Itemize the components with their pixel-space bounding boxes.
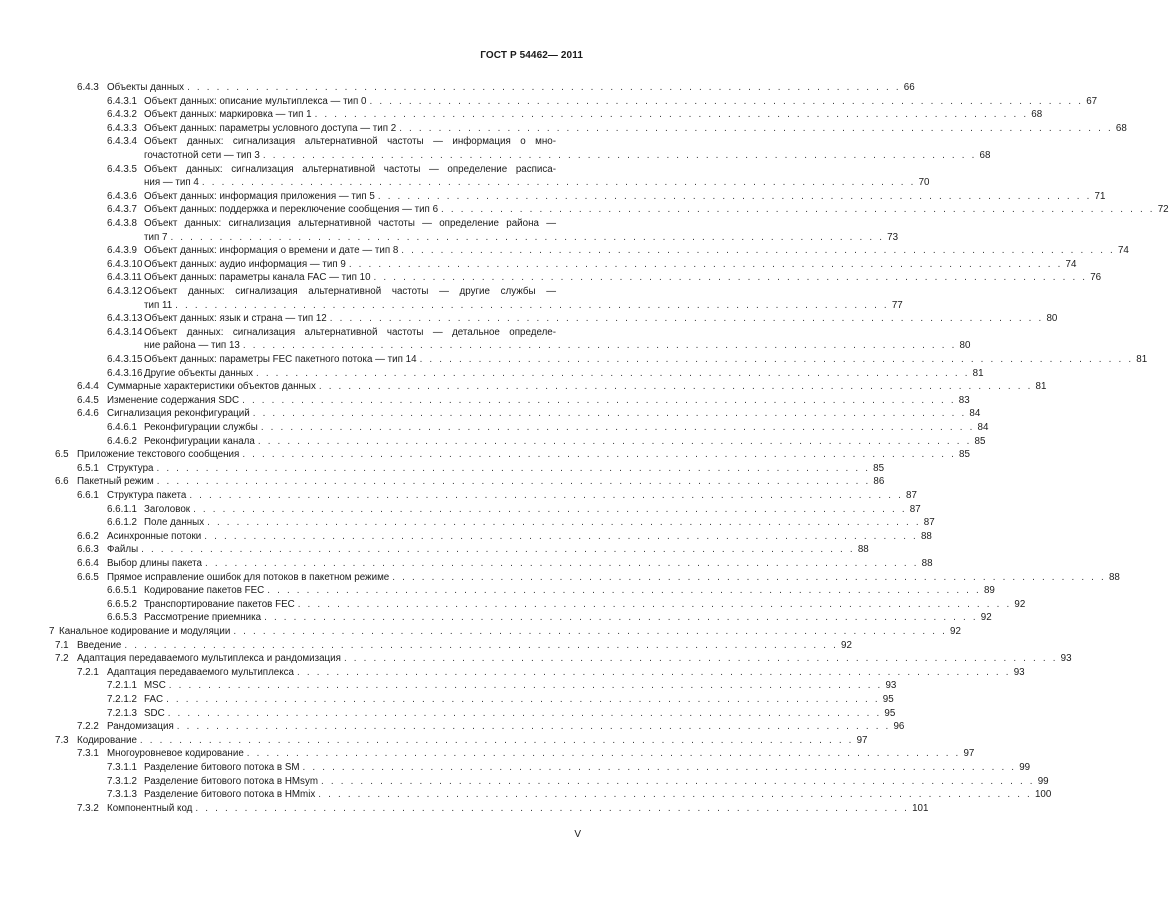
- dot-leader: . . . . . . . . . . . . . . . . . . . . . . . . . . . . . . . . . . . . . . . . . . . . . . . . . . . . . . . . . . . . . . . . . . . . . . . . .: [262, 149, 977, 161]
- toc-entry-title: Поле данных: [144, 517, 205, 529]
- dot-leader: . . . . . . . . . . . . . . . . . . . . . . . . . . . . . . . . . . . . . . . . . . . . . . . . . . . . . . . . . . . . . . . . . . . . . . . . .: [204, 530, 918, 542]
- toc-entry-title: Канальное кодирование и модуляции: [59, 626, 231, 637]
- toc-entry-number: 6.4.3.14: [107, 326, 143, 338]
- toc-entry-title: Объект данных: сигнализация альтернативной частоты — детальное определе-: [144, 326, 556, 338]
- toc-entry-title: Объект данных: информация о времени и дате — тип 8: [144, 245, 399, 257]
- toc-entry-title: Кодирование пакетов FEC: [144, 585, 265, 597]
- toc-entry-page: 92: [841, 639, 852, 651]
- toc-entry-title: MSC: [144, 680, 166, 692]
- dot-leader: . . . . . . . . . . . . . . . . . . . . . . . . . . . . . . . . . . . . . . . . . . . . . . . . . . . . . . . . . . . . . . . . . . . . . . . . .: [252, 408, 967, 420]
- dot-leader: . . . . . . . . . . . . . . . . . . . . . . . . . . . . . . . . . . . . . . . . . . . . . . . . . . . . . . . . . . . . . . . . . . . . . . . . .: [329, 313, 1044, 325]
- toc-entry-page: 76: [1090, 272, 1102, 284]
- toc-entry-number: 7.3.1.1: [107, 762, 137, 773]
- toc-entry-title: Объект данных: сигнализация альтернативной частоты — информация о мно-: [144, 136, 556, 148]
- toc-entry-page: 68: [979, 149, 991, 161]
- dot-leader: . . . . . . . . . . . . . . . . . . . . . . . . . . . . . . . . . . . . . . . . . . . . . . . . . . . . . . . . . . . . . . . . . . . . . . . . .: [201, 177, 916, 189]
- toc-entry-page: 93: [885, 680, 897, 692]
- toc-entry-number: 6.4.5: [77, 394, 99, 406]
- toc-entry-number: 6.4.6.2: [107, 435, 137, 447]
- dot-leader: . . . . . . . . . . . . . . . . . . . . . . . . . . . . . . . . . . . . . . . . . . . . . . . . . . . . . . . . . . . . . . . . . . . . . . . . .: [314, 109, 1029, 121]
- toc-entry-page: 92: [950, 626, 961, 637]
- dot-leader: . . . . . . . . . . . . . . . . . . . . . . . . . . . . . . . . . . . . . . . . . . . . . . . . . . . . . . . . . . . . . . . . . . . . . . . . .: [207, 517, 921, 529]
- dot-leader: . . . . . . . . . . . . . . . . . . . . . . . . . . . . . . . . . . . . . . . . . . . . . . . . . . . . . . . . . . . . . . . . . . . . . . . . .: [260, 422, 975, 433]
- toc-entry-page: 85: [873, 462, 885, 474]
- toc-entry-page: 81: [1136, 354, 1148, 365]
- dot-leader: . . . . . . . . . . . . . . . . . . . . . . . . . . . . . . . . . . . . . . . . . . . . . . . . . . . . . . . . . . . . . . . . . . . . . . . . .: [170, 231, 885, 243]
- toc-entry-title: Разделение битового потока в HMmix: [144, 789, 316, 801]
- toc-entry-page: 92: [1014, 598, 1026, 610]
- toc-entry-page: 70: [918, 177, 930, 189]
- toc-entry-title: Реконфигурации службы: [144, 422, 258, 433]
- toc-entry-number: 6.6.2: [77, 530, 99, 542]
- toc-entry-title: Заголовок: [144, 503, 191, 515]
- toc-entry-title-continuation: тип 11: [144, 299, 173, 311]
- dot-leader: . . . . . . . . . . . . . . . . . . . . . . . . . . . . . . . . . . . . . . . . . . . . . . . . . . . . . . . . . . . . . . . . . . . . . . . . .: [176, 721, 891, 733]
- toc-entry-title: Адаптация передаваемого мультиплекса: [107, 666, 295, 678]
- dot-leader: . . . . . . . . . . . . . . . . . . . . . . . . . . . . . . . . . . . . . . . . . . . . . . . . . . . . . . . . . . . . . . . . . . . . . . . . .: [343, 653, 1058, 665]
- toc-entry-title: Рассмотрение приемника: [144, 612, 262, 624]
- dot-leader: . . . . . . . . . . . . . . . . . . . . . . . . . . . . . . . . . . . . . . . . . . . . . . . . . . . . . . . . . . . . . . . . . . . . . . . . .: [141, 544, 855, 556]
- dot-leader: . . . . . . . . . . . . . . . . . . . . . . . . . . . . . . . . . . . . . . . . . . . . . . . . . . . . . . . . . . . . . . . . . . . . . . . . .: [175, 299, 889, 311]
- toc-entry-title-continuation: ния — тип 4: [144, 177, 199, 189]
- toc-entry-page: 81: [1035, 381, 1047, 393]
- toc-entry-title: Объект данных: информация приложения — тип 5: [144, 190, 375, 202]
- toc-entry-page: 95: [884, 707, 896, 719]
- toc-entry-page: 87: [909, 503, 921, 515]
- dot-leader: . . . . . . . . . . . . . . . . . . . . . . . . . . . . . . . . . . . . . . . . . . . . . . . . . . . . . . . . . . . . . . . . . . . . . . . . .: [233, 626, 948, 637]
- dot-leader: . . . . . . . . . . . . . . . . . . . . . . . . . . . . . . . . . . . . . . . . . . . . . . . . . . . . . . . . . . . . . . . . . . . . . . . . .: [167, 707, 882, 719]
- toc-entry-page: 99: [1019, 762, 1031, 773]
- toc-entry-page: 97: [963, 748, 975, 760]
- toc-entry-number: 6.4.3.1: [107, 95, 137, 107]
- toc-entry-title: Объект данных: маркировка — тип 1: [144, 109, 312, 121]
- toc-entry-page: 66: [903, 82, 915, 93]
- dot-leader: . . . . . . . . . . . . . . . . . . . . . . . . . . . . . . . . . . . . . . . . . . . . . . . . . . . . . . . . . . . . . . . . . . . . . . . . .: [302, 762, 1017, 773]
- dot-leader: . . . . . . . . . . . . . . . . . . . . . . . . . . . . . . . . . . . . . . . . . . . . . . . . . . . . . . . . . . . . . . . . . . . . . . . . .: [255, 367, 970, 379]
- dot-leader: . . . . . . . . . . . . . . . . . . . . . . . . . . . . . . . . . . . . . . . . . . . . . . . . . . . . . . . . . . . . . . . . . . . . . . . . .: [419, 354, 1134, 365]
- toc-entry-number: 6.4.3.3: [107, 122, 137, 134]
- toc-entry-number: 6.6.1.1: [107, 503, 137, 515]
- toc-entry-page: 67: [1086, 95, 1098, 107]
- toc-entry-number: 7.2: [55, 653, 69, 665]
- toc-entry-number: 7.2.2: [77, 721, 99, 733]
- toc-entry-title: Рандомизация: [107, 721, 174, 733]
- dot-leader: . . . . . . . . . . . . . . . . . . . . . . . . . . . . . . . . . . . . . . . . . . . . . . . . . . . . . . . . . . . . . . . . . . . . . . . . .: [156, 462, 871, 474]
- dot-leader: . . . . . . . . . . . . . . . . . . . . . . . . . . . . . . . . . . . . . . . . . . . . . . . . . . . . . . . . . . . . . . . . . . . . . . . . .: [377, 190, 1092, 202]
- dot-leader: . . . . . . . . . . . . . . . . . . . . . . . . . . . . . . . . . . . . . . . . . . . . . . . . . . . . . . . . . . . . . . . . . . . . . . . . .: [348, 258, 1063, 270]
- toc-entry-page: 97: [856, 734, 868, 746]
- dot-leader: . . . . . . . . . . . . . . . . . . . . . . . . . . . . . . . . . . . . . . . . . . . . . . . . . . . . . . . . . . . . . . . . . . . . . . . . .: [399, 122, 1113, 134]
- toc-entry-title-continuation: тип 7: [144, 231, 168, 243]
- toc-entry-number: 6.4.3.13: [107, 313, 143, 325]
- toc-entry-number: 6.6.4: [77, 558, 99, 569]
- toc-entry-title-continuation: ние района — тип 13: [144, 340, 240, 352]
- page-number: V: [574, 829, 581, 840]
- toc-entry-number: 6.6.1.2: [107, 517, 137, 529]
- toc-entry-number: 6.4.6: [77, 408, 99, 420]
- dot-leader: . . . . . . . . . . . . . . . . . . . . . . . . . . . . . . . . . . . . . . . . . . . . . . . . . . . . . . . . . . . . . . . . . . . . . . . . .: [204, 558, 919, 569]
- toc-entry-number: 6.4.4: [77, 381, 99, 393]
- dot-leader: . . . . . . . . . . . . . . . . . . . . . . . . . . . . . . . . . . . . . . . . . . . . . . . . . . . . . . . . . . . . . . . . . . . . . . . . .: [318, 789, 1032, 801]
- toc-entry-page: 83: [958, 394, 970, 406]
- toc-entry-page: 86: [873, 476, 885, 488]
- toc-entry-page: 74: [1117, 245, 1129, 257]
- dot-leader: . . . . . . . . . . . . . . . . . . . . . . . . . . . . . . . . . . . . . . . . . . . . . . . . . . . . . . . . . . . . . . . . . . . . . . . . .: [318, 381, 1033, 393]
- dot-leader: . . . . . . . . . . . . . . . . . . . . . . . . . . . . . . . . . . . . . . . . . . . . . . . . . . . . . . . . . . . . . . . . . . . . . . . . .: [264, 612, 978, 624]
- dot-leader: . . . . . . . . . . . . . . . . . . . . . . . . . . . . . . . . . . . . . . . . . . . . . . . . . . . . . . . . . . . . . . . . . . . . . . . . .: [257, 435, 972, 447]
- toc-entry-number: 7.3: [55, 734, 69, 746]
- toc-entry-page: 93: [1060, 653, 1072, 665]
- toc-entry-page: 88: [1108, 571, 1120, 583]
- toc-entry-title: Сигнализация реконфигураций: [107, 408, 250, 420]
- toc-entry-title: FAC: [144, 694, 164, 705]
- toc-entry-number: 6.4.3.11: [107, 272, 142, 284]
- toc-entry-title: Другие объекты данных: [144, 367, 253, 379]
- toc-entry-title: Изменение содержания SDC: [107, 394, 240, 406]
- dot-leader: . . . . . . . . . . . . . . . . . . . . . . . . . . . . . . . . . . . . . . . . . . . . . . . . . . . . . . . . . . . . . . . . . . . . . . . . .: [168, 680, 883, 692]
- toc-entry-title: Файлы: [107, 544, 139, 556]
- toc-entry-number: 6.4.3.6: [107, 190, 137, 202]
- toc-entry-title: Объект данных: сигнализация альтернативной частоты — другие службы —: [144, 286, 556, 297]
- toc-entry-title: Транспортирование пакетов FEC: [144, 598, 295, 610]
- toc-entry-page: 84: [977, 422, 989, 433]
- dot-leader: . . . . . . . . . . . . . . . . . . . . . . . . . . . . . . . . . . . . . . . . . . . . . . . . . . . . . . . . . . . . . . . . . . . . . . . . .: [321, 775, 1035, 787]
- toc-entry-title: Объект данных: параметры канала FAC — тип 10: [144, 272, 371, 284]
- toc-entry-page: 88: [920, 530, 932, 542]
- toc-entry-number: 6.4.6.1: [107, 422, 137, 433]
- toc-entry-title: Объект данных: параметры условного доступа — тип 2: [144, 122, 397, 134]
- dot-leader: . . . . . . . . . . . . . . . . . . . . . . . . . . . . . . . . . . . . . . . . . . . . . . . . . . . . . . . . . . . . . . . . . . . . . . . . .: [195, 802, 910, 814]
- dot-leader: . . . . . . . . . . . . . . . . . . . . . . . . . . . . . . . . . . . . . . . . . . . . . . . . . . . . . . . . . . . . . . . . . . . . . . . . .: [189, 490, 903, 501]
- dot-leader: . . . . . . . . . . . . . . . . . . . . . . . . . . . . . . . . . . . . . . . . . . . . . . . . . . . . . . . . . . . . . . . . . . . . . . . . .: [242, 449, 956, 461]
- dot-leader: . . . . . . . . . . . . . . . . . . . . . . . . . . . . . . . . . . . . . . . . . . . . . . . . . . . . . . . . . . . . . . . . . . . . . . . . .: [267, 585, 981, 597]
- toc-entry-page: 68: [1031, 109, 1043, 121]
- toc-entry-title: Разделение битового потока в SM: [144, 762, 300, 773]
- toc-entry-number: 6.6.5: [77, 571, 99, 583]
- dot-leader: . . . . . . . . . . . . . . . . . . . . . . . . . . . . . . . . . . . . . . . . . . . . . . . . . . . . . . . . . . . . . . . . . . . . . . . . .: [139, 734, 854, 746]
- toc-entry-title: Структура: [107, 462, 154, 474]
- toc-entry-number: 7.3.1: [77, 748, 99, 760]
- toc-entry-number: 6.4.3: [77, 82, 99, 93]
- toc-entry-number: 6.6.5.3: [107, 612, 137, 624]
- dot-leader: . . . . . . . . . . . . . . . . . . . . . . . . . . . . . . . . . . . . . . . . . . . . . . . . . . . . . . . . . . . . . . . . . . . . . . . . .: [242, 394, 956, 406]
- toc-entry-page: 92: [980, 612, 992, 624]
- toc-entry-number: 6.4.3.12: [107, 286, 143, 297]
- toc-entry-number: 6.4.3.16: [107, 367, 143, 379]
- toc-entry-number: 6.4.3.5: [107, 163, 137, 175]
- toc-entry-title: Многоуровневое кодирование: [107, 748, 244, 760]
- dot-leader: . . . . . . . . . . . . . . . . . . . . . . . . . . . . . . . . . . . . . . . . . . . . . . . . . . . . . . . . . . . . . . . . . . . . . . . . .: [124, 639, 839, 651]
- toc-entry-page: 100: [1034, 789, 1052, 801]
- toc-entry-page: 72: [1157, 204, 1169, 216]
- toc-entry-page: 87: [923, 517, 935, 529]
- toc-entry-number: 6.4.3.8: [107, 218, 137, 229]
- toc-entry-title: Прямое исправление ошибок для потоков в пакетном режиме: [107, 571, 390, 583]
- toc-entry-page: 99: [1037, 775, 1049, 787]
- toc-entry-page: 88: [921, 558, 933, 569]
- dot-leader: . . . . . . . . . . . . . . . . . . . . . . . . . . . . . . . . . . . . . . . . . . . . . . . . . . . . . . . . . . . . . . . . . . . . . . . . .: [369, 95, 1084, 107]
- toc-entry-title: Выбор длины пакета: [107, 558, 202, 569]
- toc-entry-number: 7.3.2: [77, 802, 99, 814]
- dot-leader: . . . . . . . . . . . . . . . . . . . . . . . . . . . . . . . . . . . . . . . . . . . . . . . . . . . . . . . . . . . . . . . . . . . . . . . . .: [392, 571, 1106, 583]
- toc-entry-page: 80: [1046, 313, 1058, 325]
- toc-entry-title: Компонентный код: [107, 802, 193, 814]
- dot-leader: . . . . . . . . . . . . . . . . . . . . . . . . . . . . . . . . . . . . . . . . . . . . . . . . . . . . . . . . . . . . . . . . . . . . . . . . .: [297, 666, 1011, 678]
- toc-entry-number: 6.6.5.2: [107, 598, 137, 610]
- toc-entry-title: Асинхронные потоки: [107, 530, 202, 542]
- toc-entry-page: 77: [891, 299, 903, 311]
- toc-entry-page: 88: [857, 544, 869, 556]
- toc-entry-page: 95: [882, 694, 894, 705]
- toc-entry-title: Кодирование: [77, 734, 137, 746]
- toc-entry-number: 7.2.1.3: [107, 707, 137, 719]
- toc-entry-title: Разделение битового потока в HMsym: [144, 775, 319, 787]
- toc-entry-number: 6.4.3.10: [107, 258, 143, 270]
- toc-entry-title: Объект данных: параметры FEC пакетного потока — тип 14: [144, 354, 417, 365]
- toc-entry-title: Объект данных: сигнализация альтернативной частоты — определение района —: [144, 218, 556, 229]
- dot-leader: . . . . . . . . . . . . . . . . . . . . . . . . . . . . . . . . . . . . . . . . . . . . . . . . . . . . . . . . . . . . . . . . . . . . . . . . .: [401, 245, 1115, 257]
- toc-entry-page: 87: [906, 490, 917, 501]
- toc-entry-number: 7.2.1.1: [107, 680, 137, 692]
- dot-leader: . . . . . . . . . . . . . . . . . . . . . . . . . . . . . . . . . . . . . . . . . . . . . . . . . . . . . . . . . . . . . . . . . . . . . . . . .: [193, 503, 907, 515]
- toc-entry-number: 7.2.1: [77, 666, 99, 678]
- toc-entry-number: 7.2.1.2: [107, 694, 137, 705]
- dot-leader: . . . . . . . . . . . . . . . . . . . . . . . . . . . . . . . . . . . . . . . . . . . . . . . . . . . . . . . . . . . . . . . . . . . . . . . . .: [297, 598, 1012, 610]
- dot-leader: . . . . . . . . . . . . . . . . . . . . . . . . . . . . . . . . . . . . . . . . . . . . . . . . . . . . . . . . . . . . . . . . . . . . . . . . .: [441, 204, 1155, 216]
- dot-leader: . . . . . . . . . . . . . . . . . . . . . . . . . . . . . . . . . . . . . . . . . . . . . . . . . . . . . . . . . . . . . . . . . . . . . . . . .: [246, 748, 961, 760]
- toc-entry-title: Суммарные характеристики объектов данных: [107, 381, 316, 393]
- dot-leader: . . . . . . . . . . . . . . . . . . . . . . . . . . . . . . . . . . . . . . . . . . . . . . . . . . . . . . . . . . . . . . . . . . . . . . . . .: [242, 340, 957, 352]
- toc-entry-page: 93: [1013, 666, 1025, 678]
- toc-entry-page: 81: [972, 367, 984, 379]
- toc-entry-number: 6.6: [55, 476, 69, 488]
- toc-entry-number: 6.4.3.4: [107, 136, 137, 148]
- toc-entry-title: Структура пакета: [107, 490, 187, 501]
- toc-entry-number: 6.4.3.2: [107, 109, 137, 121]
- toc-entry-number: 7.3.1.2: [107, 775, 137, 787]
- dot-leader: . . . . . . . . . . . . . . . . . . . . . . . . . . . . . . . . . . . . . . . . . . . . . . . . . . . . . . . . . . . . . . . . . . . . . . . . .: [187, 82, 901, 93]
- toc-entry-number: 6.6.5.1: [107, 585, 137, 597]
- toc-entry-number: 7: [49, 626, 55, 637]
- toc-entry-title: Объект данных: язык и страна — тип 12: [144, 313, 327, 325]
- document-header: ГОСТ Р 54462— 2011: [480, 50, 583, 61]
- dot-leader: . . . . . . . . . . . . . . . . . . . . . . . . . . . . . . . . . . . . . . . . . . . . . . . . . . . . . . . . . . . . . . . . . . . . . . . . .: [373, 272, 1088, 284]
- toc-entry-title: Приложение текстового сообщения: [77, 449, 240, 461]
- toc-entry-title: Пакетный режим: [77, 476, 154, 488]
- toc-entry-title: Объект данных: сигнализация альтернативной частоты — определение расписа-: [144, 163, 556, 175]
- toc-entry-title: Адаптация передаваемого мультиплекса и рандомизация: [77, 653, 341, 665]
- toc-entry-title: Объект данных: аудио информация — тип 9: [144, 258, 346, 270]
- toc-entry-page: 96: [893, 721, 905, 733]
- toc-entry-page: 80: [959, 340, 971, 352]
- toc-entry-page: 85: [974, 435, 986, 447]
- toc-entry-number: 6.4.3.9: [107, 245, 137, 257]
- toc-entry-number: 6.4.3.15: [107, 354, 143, 365]
- toc-entry-page: 89: [983, 585, 995, 597]
- toc-entry-page: 101: [912, 802, 929, 814]
- toc-entry-page: 71: [1094, 190, 1106, 202]
- toc-entry-page: 84: [969, 408, 981, 420]
- toc-entry-title: SDC: [144, 707, 165, 719]
- toc-entry-number: 6.6.1: [77, 490, 99, 501]
- toc-entry-number: 7.1: [55, 639, 69, 651]
- toc-entry-title: Введение: [77, 639, 122, 651]
- toc-entry-number: 6.6.3: [77, 544, 99, 556]
- dot-leader: . . . . . . . . . . . . . . . . . . . . . . . . . . . . . . . . . . . . . . . . . . . . . . . . . . . . . . . . . . . . . . . . . . . . . . . . .: [166, 694, 880, 705]
- toc-entry-number: 6.5: [55, 449, 69, 461]
- toc-entry-title: Объект данных: описание мультиплекса — тип 0: [144, 95, 367, 107]
- dot-leader: . . . . . . . . . . . . . . . . . . . . . . . . . . . . . . . . . . . . . . . . . . . . . . . . . . . . . . . . . . . . . . . . . . . . . . . . .: [156, 476, 871, 488]
- toc-entry-page: 74: [1065, 258, 1077, 270]
- toc-entry-title: Объект данных: поддержка и переключение сообщения — тип 6: [144, 204, 439, 216]
- toc-entry-title: Объекты данных: [107, 82, 185, 93]
- toc-entry-page: 68: [1115, 122, 1127, 134]
- toc-entry-number: 6.5.1: [77, 462, 99, 474]
- toc-entry-page: 73: [887, 231, 899, 243]
- toc-entry-title: Реконфигурации канала: [144, 435, 255, 447]
- toc-entry-number: 7.3.1.3: [107, 789, 137, 801]
- toc-entry-title-continuation: гочастотной сети — тип 3: [144, 149, 260, 161]
- toc-entry-number: 6.4.3.7: [107, 204, 137, 216]
- toc-entry-page: 85: [959, 449, 970, 461]
